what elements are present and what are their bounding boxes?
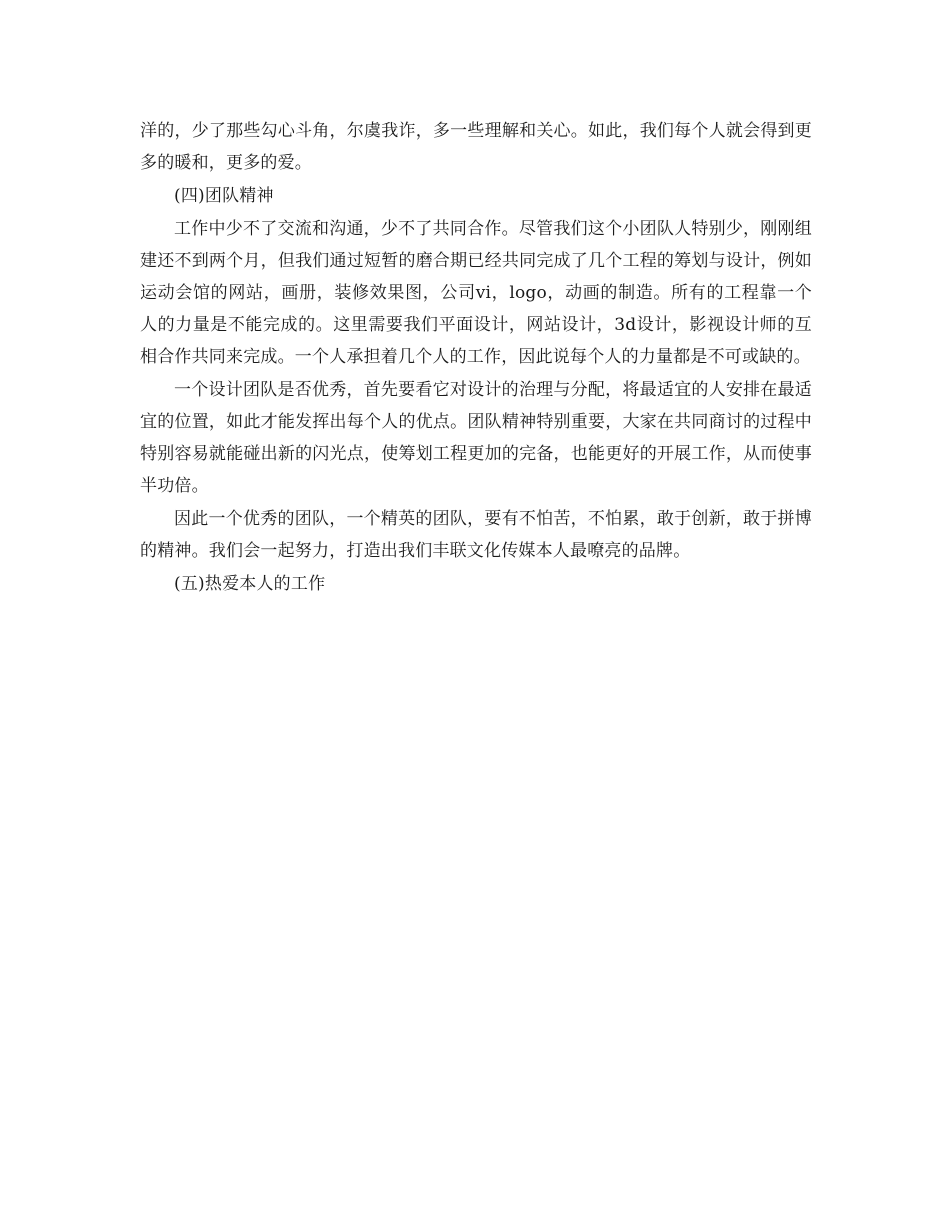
paragraph-cooperation: 工作中少不了交流和沟通，少不了共同合作。尽管我们这个小团队人特别少，刚刚组建还不到两个月，但我们通过短暂的磨合期已经共同完成了几个工程的筹划与设计，例如运动会馆的网站，画册，装修效果图，公司vi，logo，动画的制造。所有的工程靠一个人的力量是不能完成的。这里需要我们平面设计，网站设计，3d设计，影视设计师的互相合作共同来完成。一个人承担着几个人的工作，因此说每个人的力量都是不可或缺的。 bbox=[140, 219, 812, 367]
document-body bbox=[140, 115, 812, 601]
paragraph-continuation: 洋的，少了那些勾心斗角，尔虞我诈，多一些理解和关心。如此，我们每个人就会得到更多的暖和，更多的爱。 bbox=[140, 121, 812, 173]
paragraph-team-management: 一个设计团队是否优秀，首先要看它对设计的治理与分配，将最适宜的人安排在最适宜的位置，如此才能发挥出每个人的优点。团队精神特别重要，大家在共同商讨的过程中特别容易就能碰出新的闪光点，使筹划工程更加的完备，也能更好的开展工作，从而使事半功倍。 bbox=[140, 380, 812, 496]
section-heading-love-work: (五)热爱本人的工作 bbox=[174, 574, 326, 594]
paragraph-team-spirit-conclusion: 因此一个优秀的团队，一个精英的团队，要有不怕苦，不怕累，敢于创新，敢于拼博的精神。我们会一起努力，打造出我们丰联文化传媒本人最嘹亮的品牌。 bbox=[140, 509, 812, 561]
section-heading-team-spirit: (四)团队精神 bbox=[174, 186, 274, 206]
